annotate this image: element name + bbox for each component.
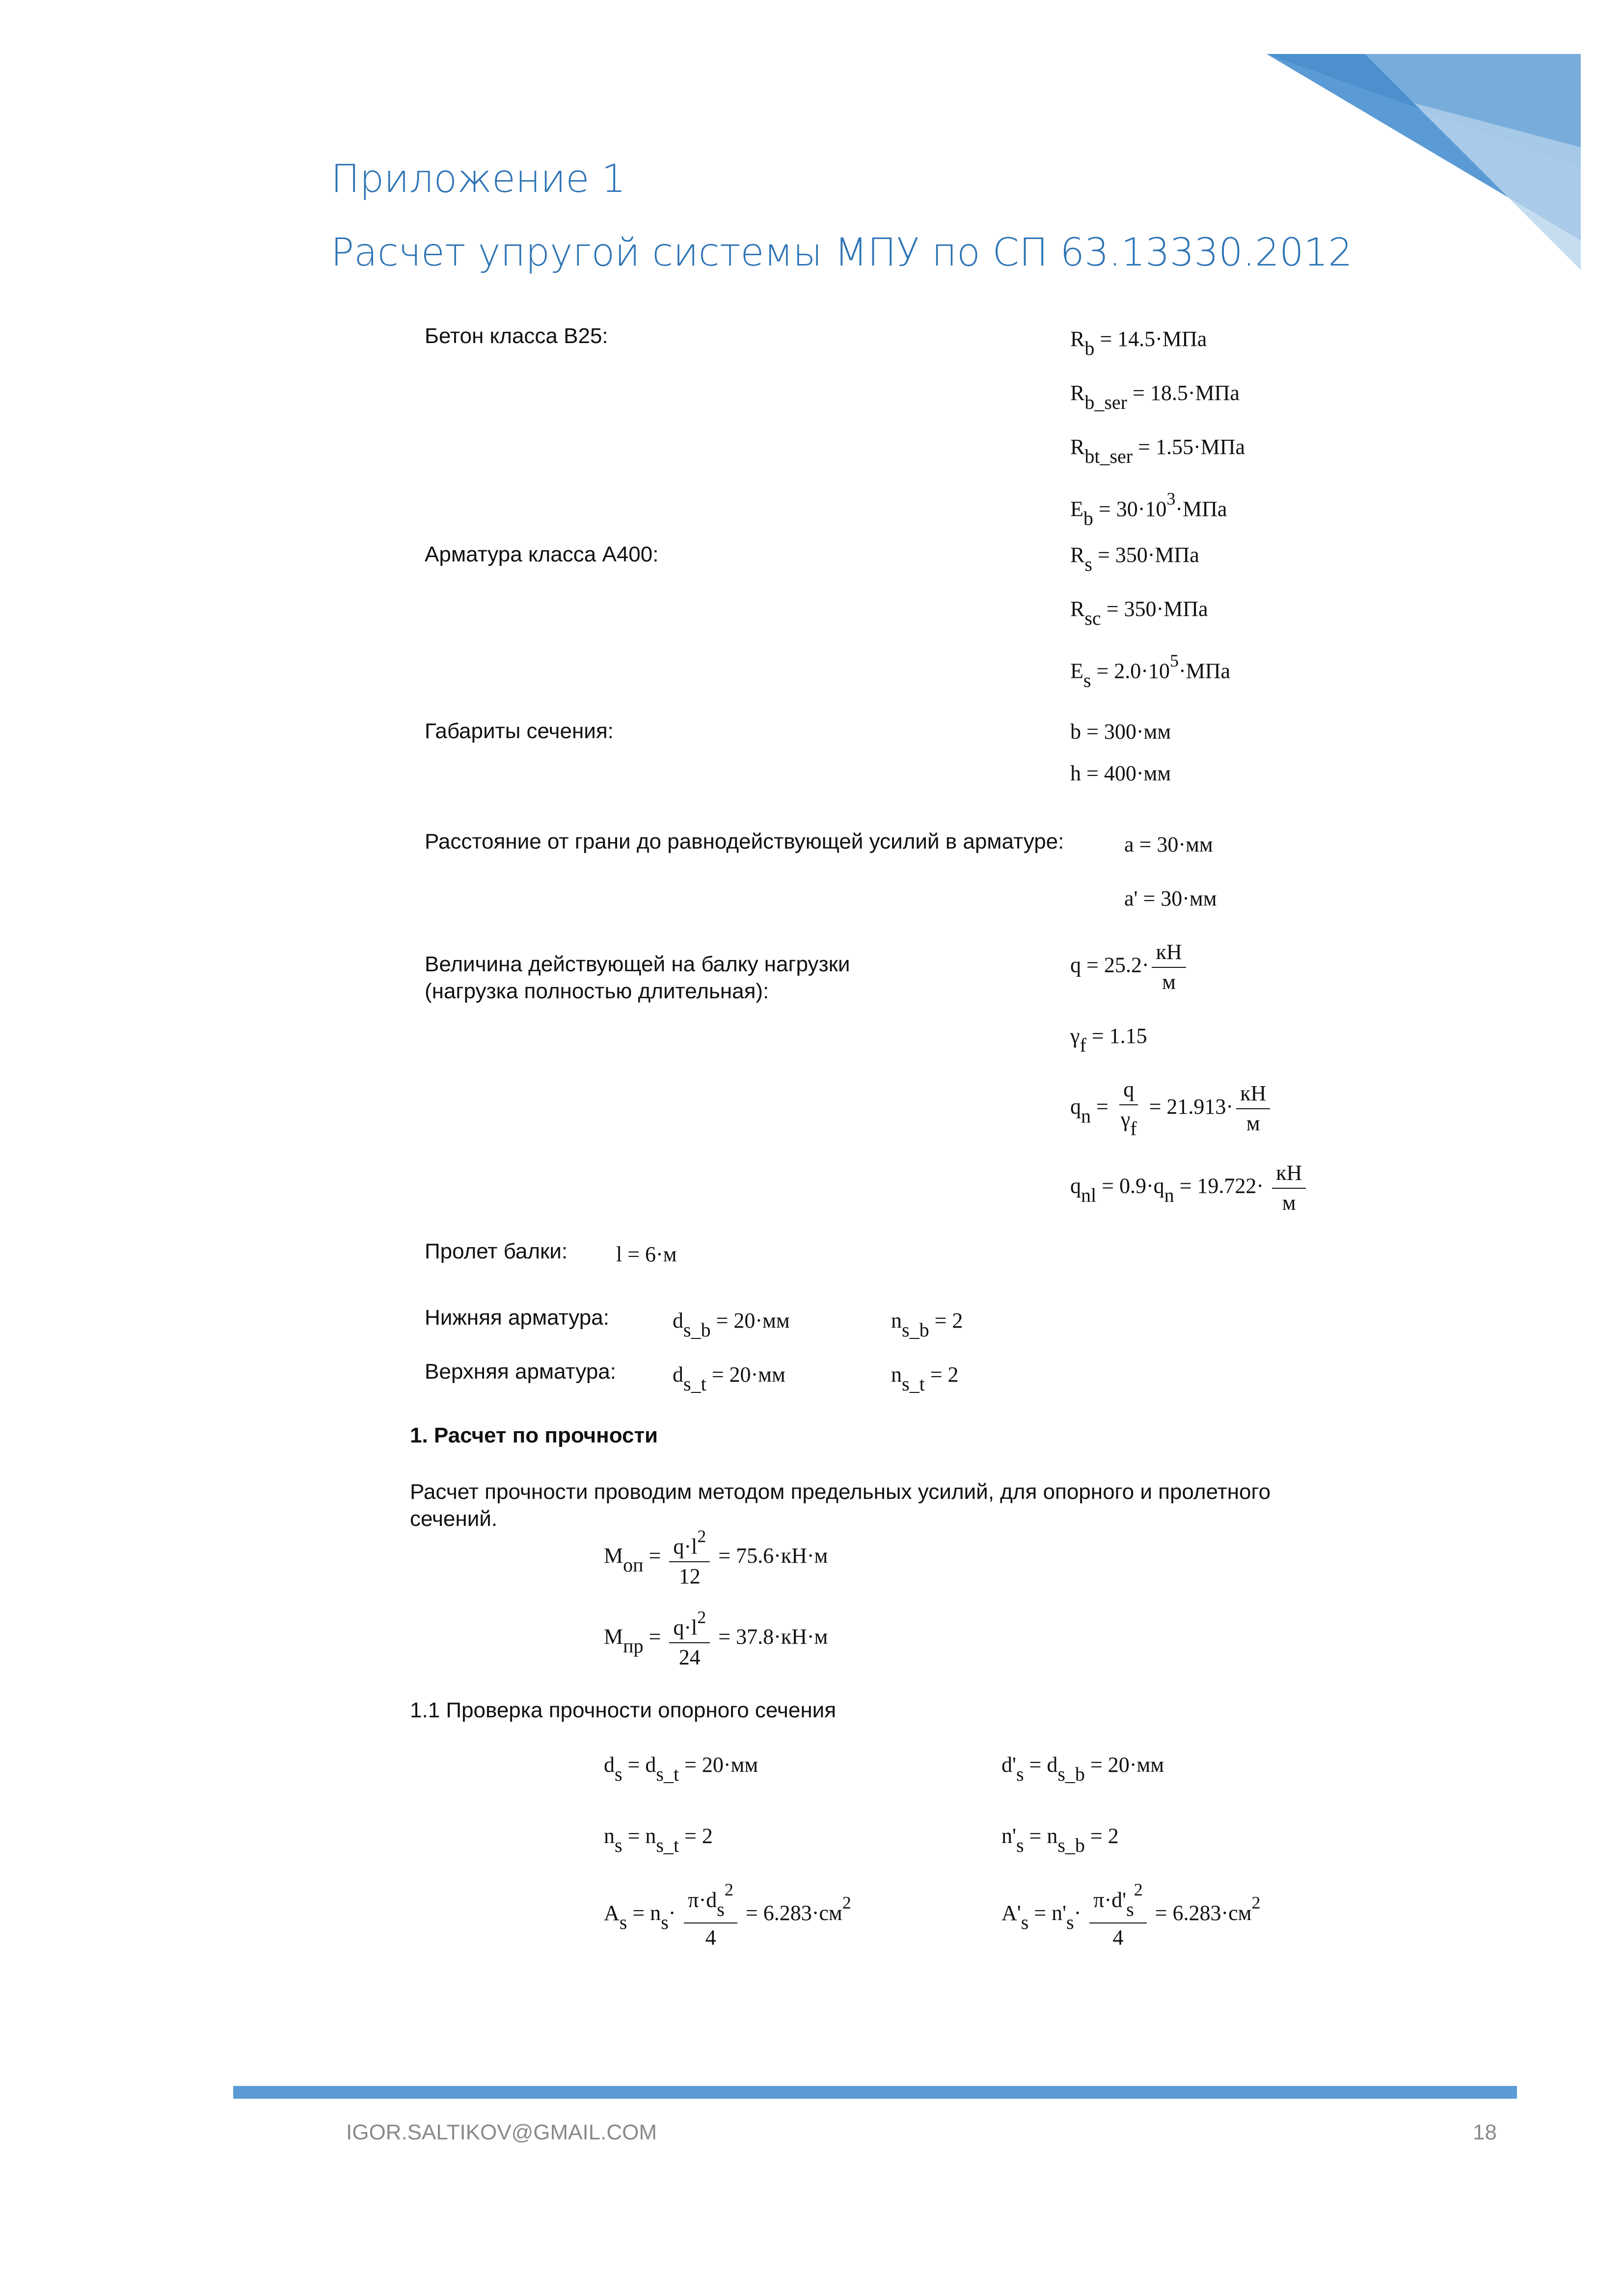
footer-email: IGOR.SALTIKOV@GMAIL.COM — [346, 2120, 657, 2144]
formula-rb: $R_b = 14.5\cdot МПа$ — [1070, 327, 1207, 359]
formula-q: q = 25.2· $\frac{кН}{м}$ — [1070, 940, 1189, 994]
bottom-rebar-label: Нижняя арматура: — [425, 1306, 609, 1330]
formula-gamma-f: $\gamma_f = 1.15$ — [1070, 1024, 1147, 1056]
formula-m-pr: $M_{пр}$ = $\frac{q\cdot l^2}{24}$ = 37.8·кН·м — [604, 1607, 828, 1669]
concrete-class-label: Бетон класса В25: — [425, 324, 608, 348]
formula-as: $A_s = n_s\cdot$ $\frac{\pi\cdot d_s^2}{4}$ = $6.283\cdot см^2$ — [604, 1880, 851, 1950]
section-heading-support: 1.1 Проверка прочности опорного сечения — [410, 1698, 837, 1722]
page-number: 18 — [1473, 2120, 1497, 2144]
formula-h: h = 400·мм — [1070, 761, 1171, 785]
load-label-line1: Величина действующей на балку нагрузки — [425, 952, 850, 976]
formula-l: l = 6·м — [616, 1242, 677, 1266]
formula-a-prime: a' = 30·мм — [1124, 886, 1217, 910]
formula-ns-prime: $n'_s = n_{s\_b} = 2$ — [1001, 1824, 1119, 1856]
formula-m-op: $M_{оп}$ = $\frac{q\cdot l^2}{12}$ = 75.6·кН·м — [604, 1526, 828, 1588]
top-rebar-label: Верхняя арматура: — [425, 1360, 616, 1384]
formula-es: $E_s = 2.0\cdot 10^5\cdot МПа$ — [1070, 651, 1231, 692]
formula-b: b = 300·мм — [1070, 720, 1171, 744]
section-dimensions-label: Габариты сечения: — [425, 719, 614, 743]
formula-rsc: $R_{sc} = 350\cdot МПа$ — [1070, 597, 1208, 629]
paragraph-line2: сечений. — [410, 1507, 498, 1531]
formula-ns: $n_s = n_{s\_t} = 2$ — [604, 1824, 713, 1856]
formula-rb-ser: $R_{b\_ser} = 18.5\cdot МПа$ — [1070, 381, 1240, 413]
paragraph-line1: Расчет прочности проводим методом предельных усилий, для опорного и пролетного — [410, 1480, 1271, 1504]
footer-bar — [233, 2086, 1517, 2099]
formula-ds: $d_s = d_{s\_t} = 20\cdot мм$ — [604, 1753, 758, 1785]
formula-ns-b: $n_{s\_b} = 2$ — [891, 1308, 963, 1341]
load-label-line2: (нагрузка полностью длительная): — [425, 979, 769, 1003]
rebar-class-label: Арматура класса А400: — [425, 542, 659, 566]
formula-ds-b: $d_{s\_b} = 20\cdot мм$ — [673, 1308, 790, 1341]
formula-eb: $E_b = 30\cdot 10^3\cdot МПа$ — [1070, 489, 1227, 530]
formula-a: a = 30·мм — [1124, 832, 1213, 856]
distance-label: Расстояние от грани до равнодействующей усилий в арматуре: — [425, 829, 1064, 854]
formula-ds-prime: $d'_s = d_{s\_b} = 20\cdot мм$ — [1001, 1753, 1164, 1785]
formula-ds-t: $d_{s\_t} = 20\cdot мм$ — [673, 1362, 785, 1395]
span-label: Пролет балки: — [425, 1239, 568, 1263]
appendix-title: Приложение 1 — [331, 157, 626, 201]
formula-ns-t: $n_{s\_t} = 2$ — [891, 1362, 959, 1395]
formula-as-prime: $A'_s = n'_s\cdot$ $\frac{\pi\cdot d'_s^2}{4}$ = $6.283\cdot см^2$ — [1001, 1880, 1261, 1950]
section-heading-strength: 1. Расчет по прочности — [410, 1423, 658, 1447]
formula-qn: $q_n$ = $\frac{q}{\gamma_f}$ = 21.913· $\frac{кН}{м}$ — [1070, 1077, 1273, 1140]
formula-rs: $R_s = 350\cdot МПа$ — [1070, 543, 1199, 575]
calculation-title: Расчет упругой системы МПУ по СП 63.13330.2012 — [331, 231, 1352, 275]
formula-rbt-ser: $R_{bt\_ser} = 1.55\cdot МПа$ — [1070, 435, 1245, 467]
formula-qnl: $q_{nl} = 0.9\cdot q_n = 19.722\cdot$ $\frac{кН}{м}$ — [1070, 1161, 1309, 1215]
